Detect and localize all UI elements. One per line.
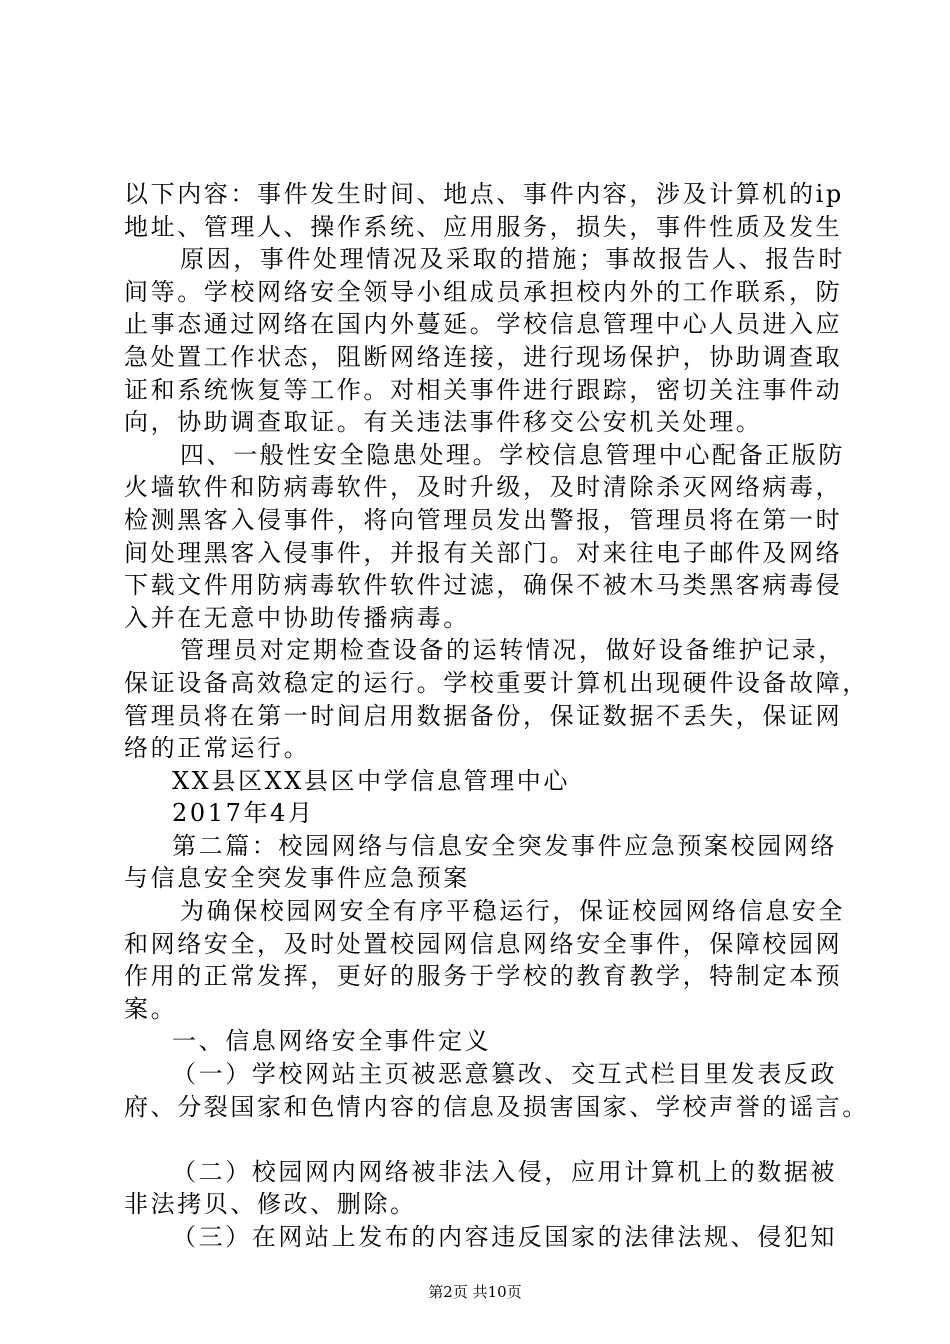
document-body (124, 178, 869, 1254)
text-line: 络的正常运行。 (124, 734, 311, 763)
text-line: 管理员对定期检查设备的运转情况，做好设备维护记录， (180, 636, 845, 665)
text-line: 火墙软件和防病毒软件，及时升级，及时清除杀灭网络病毒， (124, 473, 843, 502)
text-line: 保证设备高效稳定的运行。学校重要计算机出现硬件设备故障， (124, 668, 869, 697)
text-line: 四、一般性安全隐患处理。学校信息管理中心配备正版防 (180, 440, 845, 469)
text-line: 府、分裂国家和色情内容的信息及损害国家、学校声誉的谣言。 (124, 1092, 869, 1121)
text-line: 原因，事件处理情况及采取的措施；事故报告人、报告时 (180, 245, 845, 274)
text-line: 与信息安全突发事件应急预案 (124, 864, 470, 893)
text-line: （一）学校网站主页被恶意篡改、交互式栏目里发表反政 (172, 1060, 837, 1089)
text-line: （三）在网站上发布的内容违反国家的法律法规、侵犯知 (172, 1223, 837, 1251)
section-heading: 第二篇：校园网络与信息安全突发事件应急预案校园网络 (172, 831, 837, 860)
text-line: 为确保校园网安全有序平稳运行，保证校园网络信息安全 (180, 897, 845, 926)
text-line: 管理员将在第一时间启用数据备份，保证数据不丢失，保证网 (124, 701, 843, 730)
text-line: 向，协助调查取证。有关违法事件移交公安机关处理。 (124, 408, 763, 437)
text-line: 下载文件用防病毒软件软件过滤，确保不被木马类黑客病毒侵 (124, 571, 843, 600)
page-number: 第2页 共10页 (428, 1283, 522, 1301)
text-line: 间处理黑客入侵事件，并报有关部门。对来往电子邮件及网络 (124, 538, 843, 567)
text-line: 检测黑客入侵事件，将向管理员发出警报，管理员将在第一时 (124, 505, 843, 534)
text-line: 止事态通过网络在国内外蔓延。学校信息管理中心人员进入应 (124, 310, 843, 339)
blank-line (124, 1123, 854, 1156)
signature-org: XX县区XX县区中学信息管理中心 (172, 766, 570, 795)
text-line: 非法拷贝、修改、删除。 (124, 1190, 417, 1219)
text-line: 以下内容：事件发生时间、地点、事件内容，涉及计算机的ip (124, 180, 844, 208)
text-line: 间等。学校网络安全领导小组成员承担校内外的工作联系，防 (124, 277, 843, 306)
text-line: 案。 (124, 994, 178, 1023)
text-line: 一、信息网络安全事件定义 (172, 1027, 492, 1056)
text-line: 证和系统恢复等工作。对相关事件进行跟踪，密切关注事件动 (124, 375, 843, 404)
text-line: 入并在无意中协助传播病毒。 (124, 603, 470, 632)
signature-date: 2017年4月 (172, 799, 315, 828)
text-line: 作用的正常发挥，更好的服务于学校的教育教学，特制定本预 (124, 962, 843, 991)
text-line: 地址、管理人、操作系统、应用服务，损失，事件性质及发生 (124, 212, 843, 241)
text-line: 和网络安全，及时处置校园网信息网络安全事件，保障校园网 (124, 929, 843, 958)
text-line: 急处置工作状态，阻断网络连接，进行现场保护，协助调查取 (124, 342, 843, 371)
text-line: （二）校园网内网络被非法入侵，应用计算机上的数据被 (172, 1157, 837, 1186)
